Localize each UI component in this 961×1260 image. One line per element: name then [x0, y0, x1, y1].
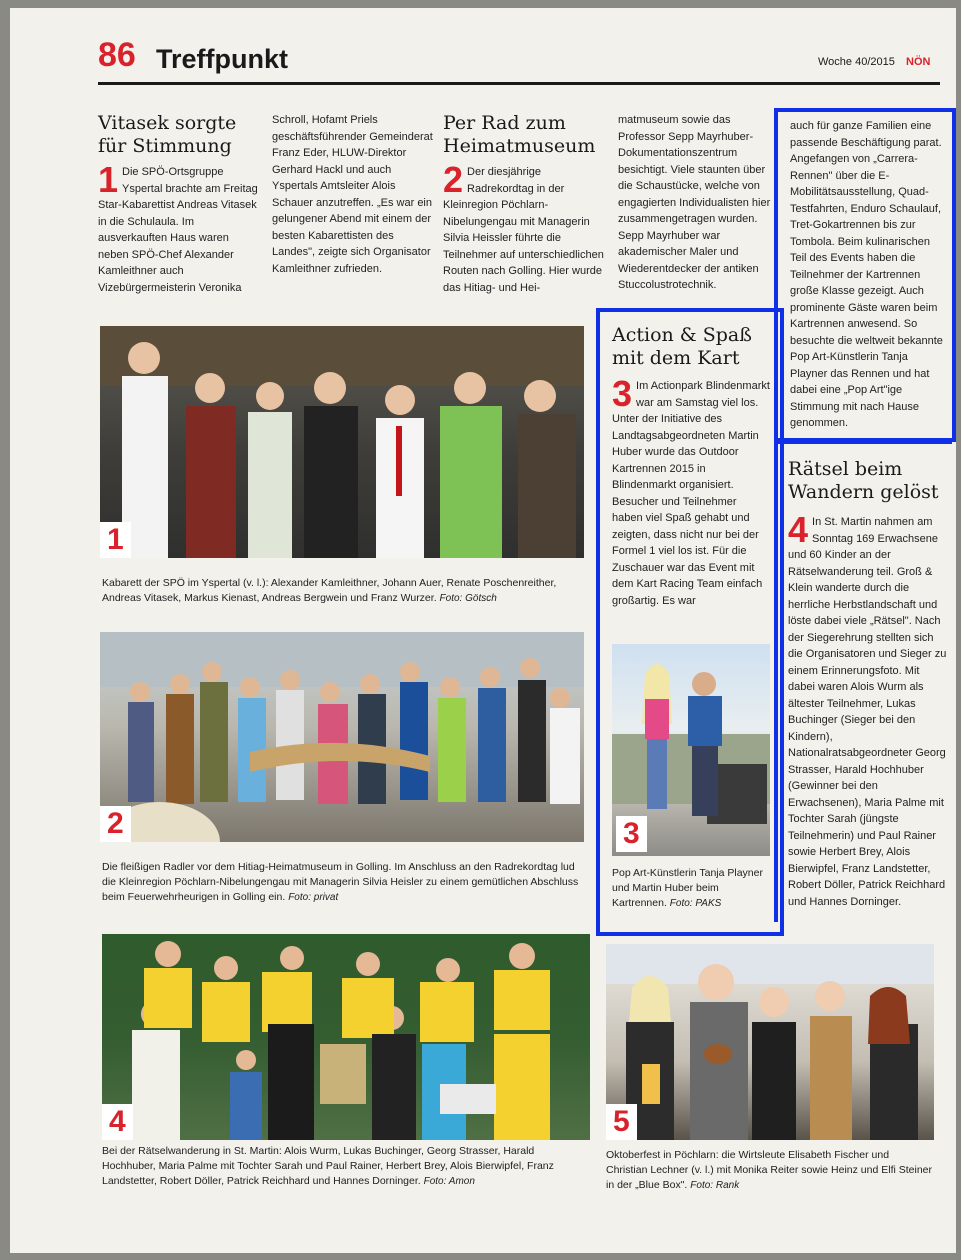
article-1-col1	[98, 159, 260, 296]
article-3-text	[612, 373, 770, 609]
article-4-body: In St. Martin nahmen am Sonntag 169 Erwachsene und 60 Kinder an der Rätselwanderung teil. Groß & Klein wanderte durch die herrliche Herbstlandschaft und löste dabei viele „Rätsel". Nach der Siegerehrung stellten sich die Organisatoren und Sieger zu einem Erinnerungsfoto. Mit dabei waren Alois Wurm als ältester Teilnehmer, Lukas Buchinger (Sieger bei den Kindern), Nationalratsabgeordneter Georg Strasser, Harald Hochhuber (Gewinner bei den Erwachsenen), Maria Palme mit Tochter Sarah (jüngste Teilnehmerin) und Paul Rainer sowie Herbert Brey, Alois Bierwipfel, Franz Landstetter, Robert Döller, Patrick Reichhard und Hannes Dorninger.	[788, 516, 947, 908]
article-2-body1: Der diesjährige Radrekordtag in der Kleinregion Pöchlarn-Nibelungengau mit Managerin Silvia Heissler führte die Teilnehmer auf unterschiedlichen Routen nach Golling. Hier wurde das Hitiag- und Hei-	[443, 166, 604, 294]
photo-3-caption	[612, 866, 770, 911]
photo-2	[100, 632, 584, 842]
photo-5-illustration	[606, 944, 934, 1140]
photo-1-caption-text: Kabarett der SPÖ im Yspertal (v. l.): Alexander Kamleithner, Johann Auer, Renate Poschenreither, Andreas Vitasek, Markus Kienast, Andreas Bergwein und Franz Wurzer.	[102, 577, 557, 604]
issue-week: Woche 40/2015	[818, 56, 895, 68]
article-1-body2: Schroll, Hofamt Priels geschäftsführender Gemeinderat Franz Eder, HLUW-Direktor Gerhard Hackl und auch Yspertals Amtsleiter Alois Schauer anzutreffen. „Es war ein gelungener Abend mit einem der besten Kabarettisten des Landes", zeigte sich Organisator Kamleithner zufrieden.	[272, 114, 433, 275]
article-1-col2	[272, 112, 434, 277]
photo-2-illustration	[100, 632, 584, 842]
photo-4-caption-text: Bei der Rätselwanderung in St. Martin: Alois Wurm, Lukas Buchinger, Georg Strasser, Harald Hochhuber, Maria Palme mit Tochter Sarah und Paul Rainer, Herbert Brey, Alois Bierwipfel, Franz Landstetter, Robert Döller, Patrick Reichhard und Hannes Dorninger.	[102, 1145, 554, 1187]
photo-4-illustration	[102, 934, 590, 1140]
photo-2-caption-text: Die fleißigen Radler vor dem Hitiag-Heimatmuseum in Golling. Im Anschluss an den Radrekordtag lud die Kleinregion Pöchlarn-Nibelungengau mit Managerin Silvia Heisler zu einem gemütlichen Abschluss beim Feuerwehrheurigen in Golling ein.	[102, 861, 579, 903]
brand-logo: NÖN	[906, 56, 931, 68]
photo-1-caption	[102, 576, 586, 606]
photo-5-credit: Foto: Rank	[690, 1180, 740, 1191]
photo-4-number: 4	[102, 1104, 133, 1140]
article-2-body2: matmuseum sowie das Professor Sepp Mayrhuber-Dokumentationszentrum besichtigt. Viele staunten über die Schaustücke, welche von engagierten Individualisten hier zusammengetragen wurden. Sepp Mayrhuber war akademischer Maler und Wiederentdecker der antiken Stuccolustrotechnik.	[618, 114, 771, 291]
photo-2-credit: Foto: privat	[288, 892, 339, 903]
photo-4-credit: Foto: Amon	[423, 1176, 475, 1187]
article-2-headline: Per Rad zum Heimatmuseum	[443, 112, 596, 157]
photo-4-caption	[102, 1144, 590, 1189]
header-rule	[98, 82, 940, 85]
photo-2-caption	[102, 860, 580, 905]
article-1-number: 1	[98, 159, 119, 200]
article-3-continuation-box	[774, 108, 956, 442]
newspaper-page	[10, 8, 956, 1253]
article-2-col2	[618, 112, 778, 294]
photo-5-caption	[606, 1148, 932, 1193]
article-3-continuation: auch für ganze Familien eine passende Beschäftigung parat. Angefangen von „Carrera-Rennen" über die E-Mobilitätsausstellung, Quad-Testfahrten, Enduro Schaulauf, Tret-Gokartrennen bis zur Tombola. Beim kulinarischen Teil des Events haben die Teilnehmer der Kartrennen große Klasse gezeigt. Auch prominente Gäste waren beim Kartrennen anwesend. So besuchte die weltweit bekannte Pop Art-Künstlerin Tanja Playner das Rennen und hat dabei eine „Pop Art"ige Stimmung mit nach Hause genommen.	[790, 120, 943, 429]
article-1-body1: Die SPÖ-Ortsgruppe Yspertal brachte am Freitag Star-Kabarettist Andreas Vitasek in die Schulaula. Im ausverkauften Haus waren neben SPÖ-Chef Alexander Kamleithner auch Vizebürgermeisterin Veronika	[98, 166, 258, 294]
photo-5-caption-text: Oktoberfest in Pöchlarn: die Wirtsleute Elisabeth Fischer und Christian Lechner (v. l.) mit Monika Reiter sowie Heinz und Elfi Steiner in der „Blue Box".	[606, 1149, 933, 1191]
photo-5-number: 5	[606, 1104, 637, 1140]
article-2-number: 2	[443, 159, 464, 200]
article-3-number: 3	[612, 373, 633, 414]
photo-4	[102, 934, 590, 1140]
article-3-box	[596, 308, 784, 936]
article-1-headline: Vitasek sorgte für Stimmung	[98, 112, 237, 157]
article-4-headline: Rätsel beim Wandern gelöst	[788, 458, 939, 503]
article-4-box	[774, 440, 952, 922]
photo-1-illustration	[100, 326, 584, 558]
section-title: Treffpunkt	[156, 44, 288, 74]
article-4-text	[788, 509, 948, 910]
photo-2-number: 2	[100, 806, 131, 842]
photo-3-caption-text: Pop Art-Künstlerin Tanja Playner und Martin Huber beim Kartrennen.	[612, 867, 763, 909]
photo-1-number: 1	[100, 522, 131, 558]
photo-5	[606, 944, 934, 1140]
article-4-number: 4	[788, 509, 809, 550]
photo-3-credit: Foto: PAKS	[669, 898, 722, 909]
article-3-headline: Action & Spaß mit dem Kart	[612, 324, 752, 369]
article-2-col1	[443, 159, 605, 296]
photo-3	[612, 644, 770, 856]
photo-3-number: 3	[616, 816, 647, 852]
photo-1-credit: Foto: Götsch	[439, 593, 497, 604]
page-number: 86	[98, 36, 136, 74]
article-3-body: Im Actionpark Blindenmarkt war am Samstag viel los. Unter der Initiative des Landtagsabgeordneten Martin Huber wurde das Outdoor Kartrennen 2015 in Blindenmarkt organisiert. Besucher und Teilnehmer haben viel Spaß gehabt und zeigten, dass nicht nur bei der Formel 1 viel los ist. Für die Zuschauer war das Event mit dem Kart Racing Team einfach großartig. Es war	[612, 380, 770, 607]
photo-1	[100, 326, 584, 558]
